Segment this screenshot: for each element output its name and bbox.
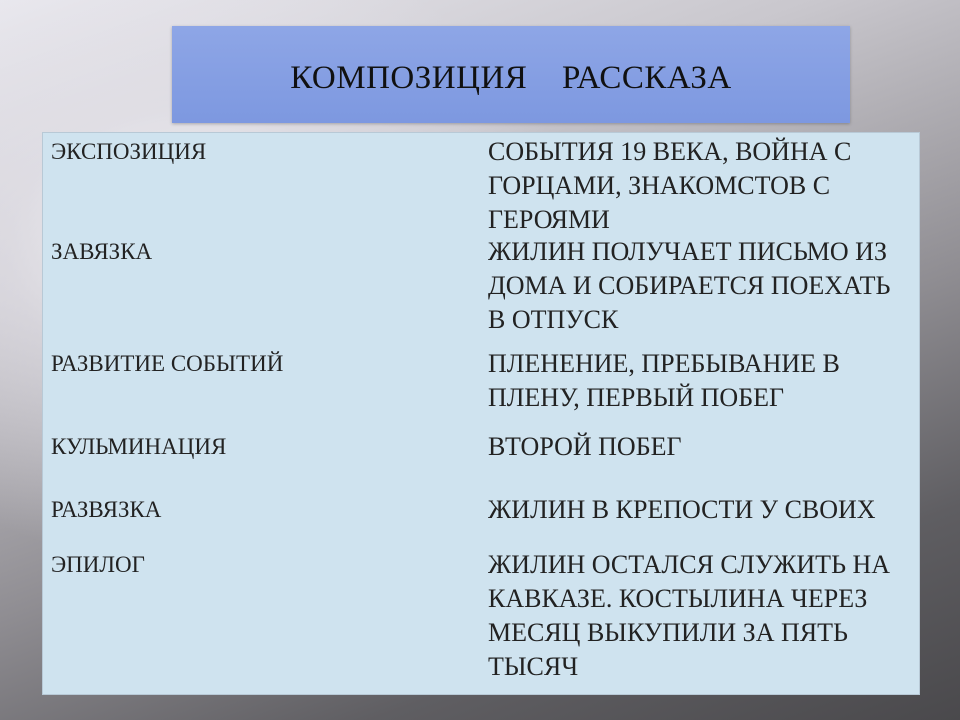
slide-title-box <box>172 26 850 123</box>
stage-cell: РАЗВЯЗКА <box>51 497 162 522</box>
stage-cell: ЭКСПОЗИЦИЯ <box>51 139 207 164</box>
stage-cell: КУЛЬМИНАЦИЯ <box>51 434 227 459</box>
stage-cell: ЗАВЯЗКА <box>51 239 153 264</box>
description-cell: ВТОРОЙ ПОБЕГ <box>488 432 682 461</box>
description-cell: СОБЫТИЯ 19 ВЕКА, ВОЙНА С ГОРЦАМИ, ЗНАКОМСТОВ С ГЕРОЯМИ <box>488 137 852 234</box>
stage-cell: ЭПИЛОГ <box>51 552 145 577</box>
description-cell: ПЛЕНЕНИЕ, ПРЕБЫВАНИЕ В ПЛЕНУ, ПЕРВЫЙ ПОБЕГ <box>488 349 840 412</box>
composition-table <box>42 132 920 695</box>
slide-title: КОМПОЗИЦИЯ РАССКАЗА <box>290 60 732 96</box>
description-cell: ЖИЛИН ОСТАЛСЯ СЛУЖИТЬ НА КАВКАЗЕ. КОСТЫЛИНА ЧЕРЕЗ МЕСЯЦ ВЫКУПИЛИ ЗА ПЯТЬ ТЫСЯЧ <box>488 550 891 681</box>
description-cell: ЖИЛИН В КРЕПОСТИ У СВОИХ <box>488 495 876 524</box>
description-cell: ЖИЛИН ПОЛУЧАЕТ ПИСЬМО ИЗ ДОМА И СОБИРАЕТСЯ ПОЕХАТЬ В ОТПУСК <box>488 237 891 334</box>
stage-cell: РАЗВИТИЕ СОБЫТИЙ <box>51 351 284 376</box>
